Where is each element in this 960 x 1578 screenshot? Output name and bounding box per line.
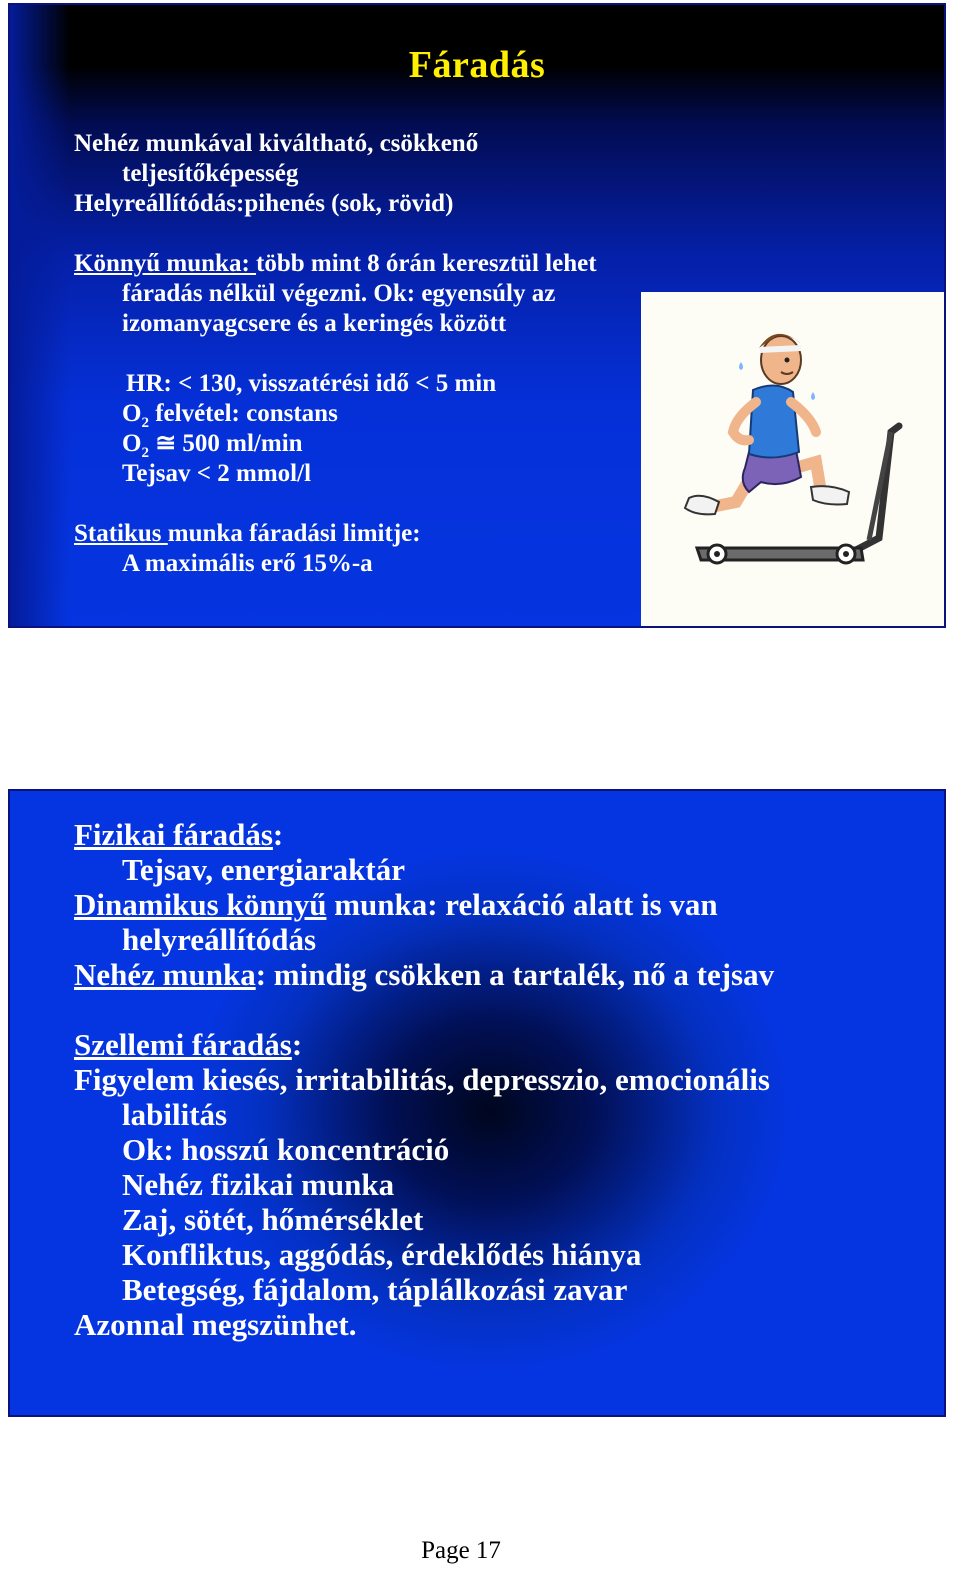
dynamic-work-text: munka: relaxáció alatt is van xyxy=(326,887,718,922)
mental-fatigue-label: Szellemi fáradás xyxy=(74,1027,292,1062)
cause-line: Konfliktus, aggódás, érdeklődés hiánya xyxy=(122,1237,642,1272)
colon: : xyxy=(272,817,284,852)
light-work-text: több mint 8 órán keresztül lehet xyxy=(256,250,597,277)
text-line: Helyreállítódás:pihenés (sok, rövid) xyxy=(74,190,454,217)
text-line: Figyelem kiesés, irritabilitás, depresszio, emocionális xyxy=(74,1062,770,1097)
lactate-line: Tejsav < 2 mmol/l xyxy=(122,460,312,487)
heart-rate-line: HR: < 130, visszatérési idő < 5 min xyxy=(126,370,497,397)
light-work-label: Könnyű munka: xyxy=(74,250,257,277)
cause-line: Ok: hosszú koncentráció xyxy=(122,1132,450,1167)
text-line: teljesítőképesség xyxy=(122,160,299,187)
o2-subscript: 2 xyxy=(141,415,149,431)
dynamic-work-line xyxy=(74,887,718,922)
heavy-work-text: : mindig csökken a tartalék, nő a tejsav xyxy=(255,957,775,992)
o2-symbol: O xyxy=(122,430,142,457)
colon: : xyxy=(291,1027,303,1062)
cause-line: Nehéz fizikai munka xyxy=(122,1167,395,1202)
slide-edge-glow xyxy=(10,5,70,626)
text-line: helyreállítódás xyxy=(122,922,317,957)
static-work-label: Statikus xyxy=(74,520,168,547)
text-line: Tejsav, energiaraktár xyxy=(122,852,405,887)
text-line: izomanyagcsere és a keringés között xyxy=(122,310,507,337)
heavy-work-line xyxy=(74,957,774,992)
text-line: Azonnal megszünhet. xyxy=(74,1307,357,1342)
o2-symbol: O xyxy=(122,400,142,427)
text-line: Nehéz munkával kiváltható, csökkenő xyxy=(74,130,479,157)
physical-fatigue-label: Fizikai fáradás xyxy=(74,817,273,852)
static-work-text: munka fáradási limitje: xyxy=(167,520,421,547)
o2-subscript: 2 xyxy=(141,445,149,461)
page-number: Page 17 xyxy=(421,1537,501,1564)
cause-line: Zaj, sötét, hőmérséklet xyxy=(122,1202,424,1237)
treadmill-runner-icon xyxy=(641,292,944,626)
text-line: fáradás nélkül végezni. Ok: egyensúly az xyxy=(122,280,556,307)
static-limit-line: A maximális erő 15%-a xyxy=(122,550,373,577)
text-line: labilitás xyxy=(122,1097,228,1132)
slide-fatigue-types xyxy=(8,789,946,1417)
mental-fatigue-heading xyxy=(74,1027,302,1062)
slide-title: Fáradás xyxy=(408,44,546,86)
treadmill-runner-illustration xyxy=(641,292,944,626)
o2-value-text: ≅ 500 ml/min xyxy=(148,430,303,457)
light-work-line xyxy=(74,249,597,279)
dynamic-work-label: Dinamikus könnyű xyxy=(74,887,327,922)
physical-fatigue-heading xyxy=(74,817,283,852)
heavy-work-label: Nehéz munka xyxy=(74,957,256,992)
o2-uptake-text: felvétel: constans xyxy=(148,400,338,427)
static-work-line xyxy=(74,519,421,549)
cause-line: Betegség, fájdalom, táplálkozási zavar xyxy=(122,1272,628,1307)
